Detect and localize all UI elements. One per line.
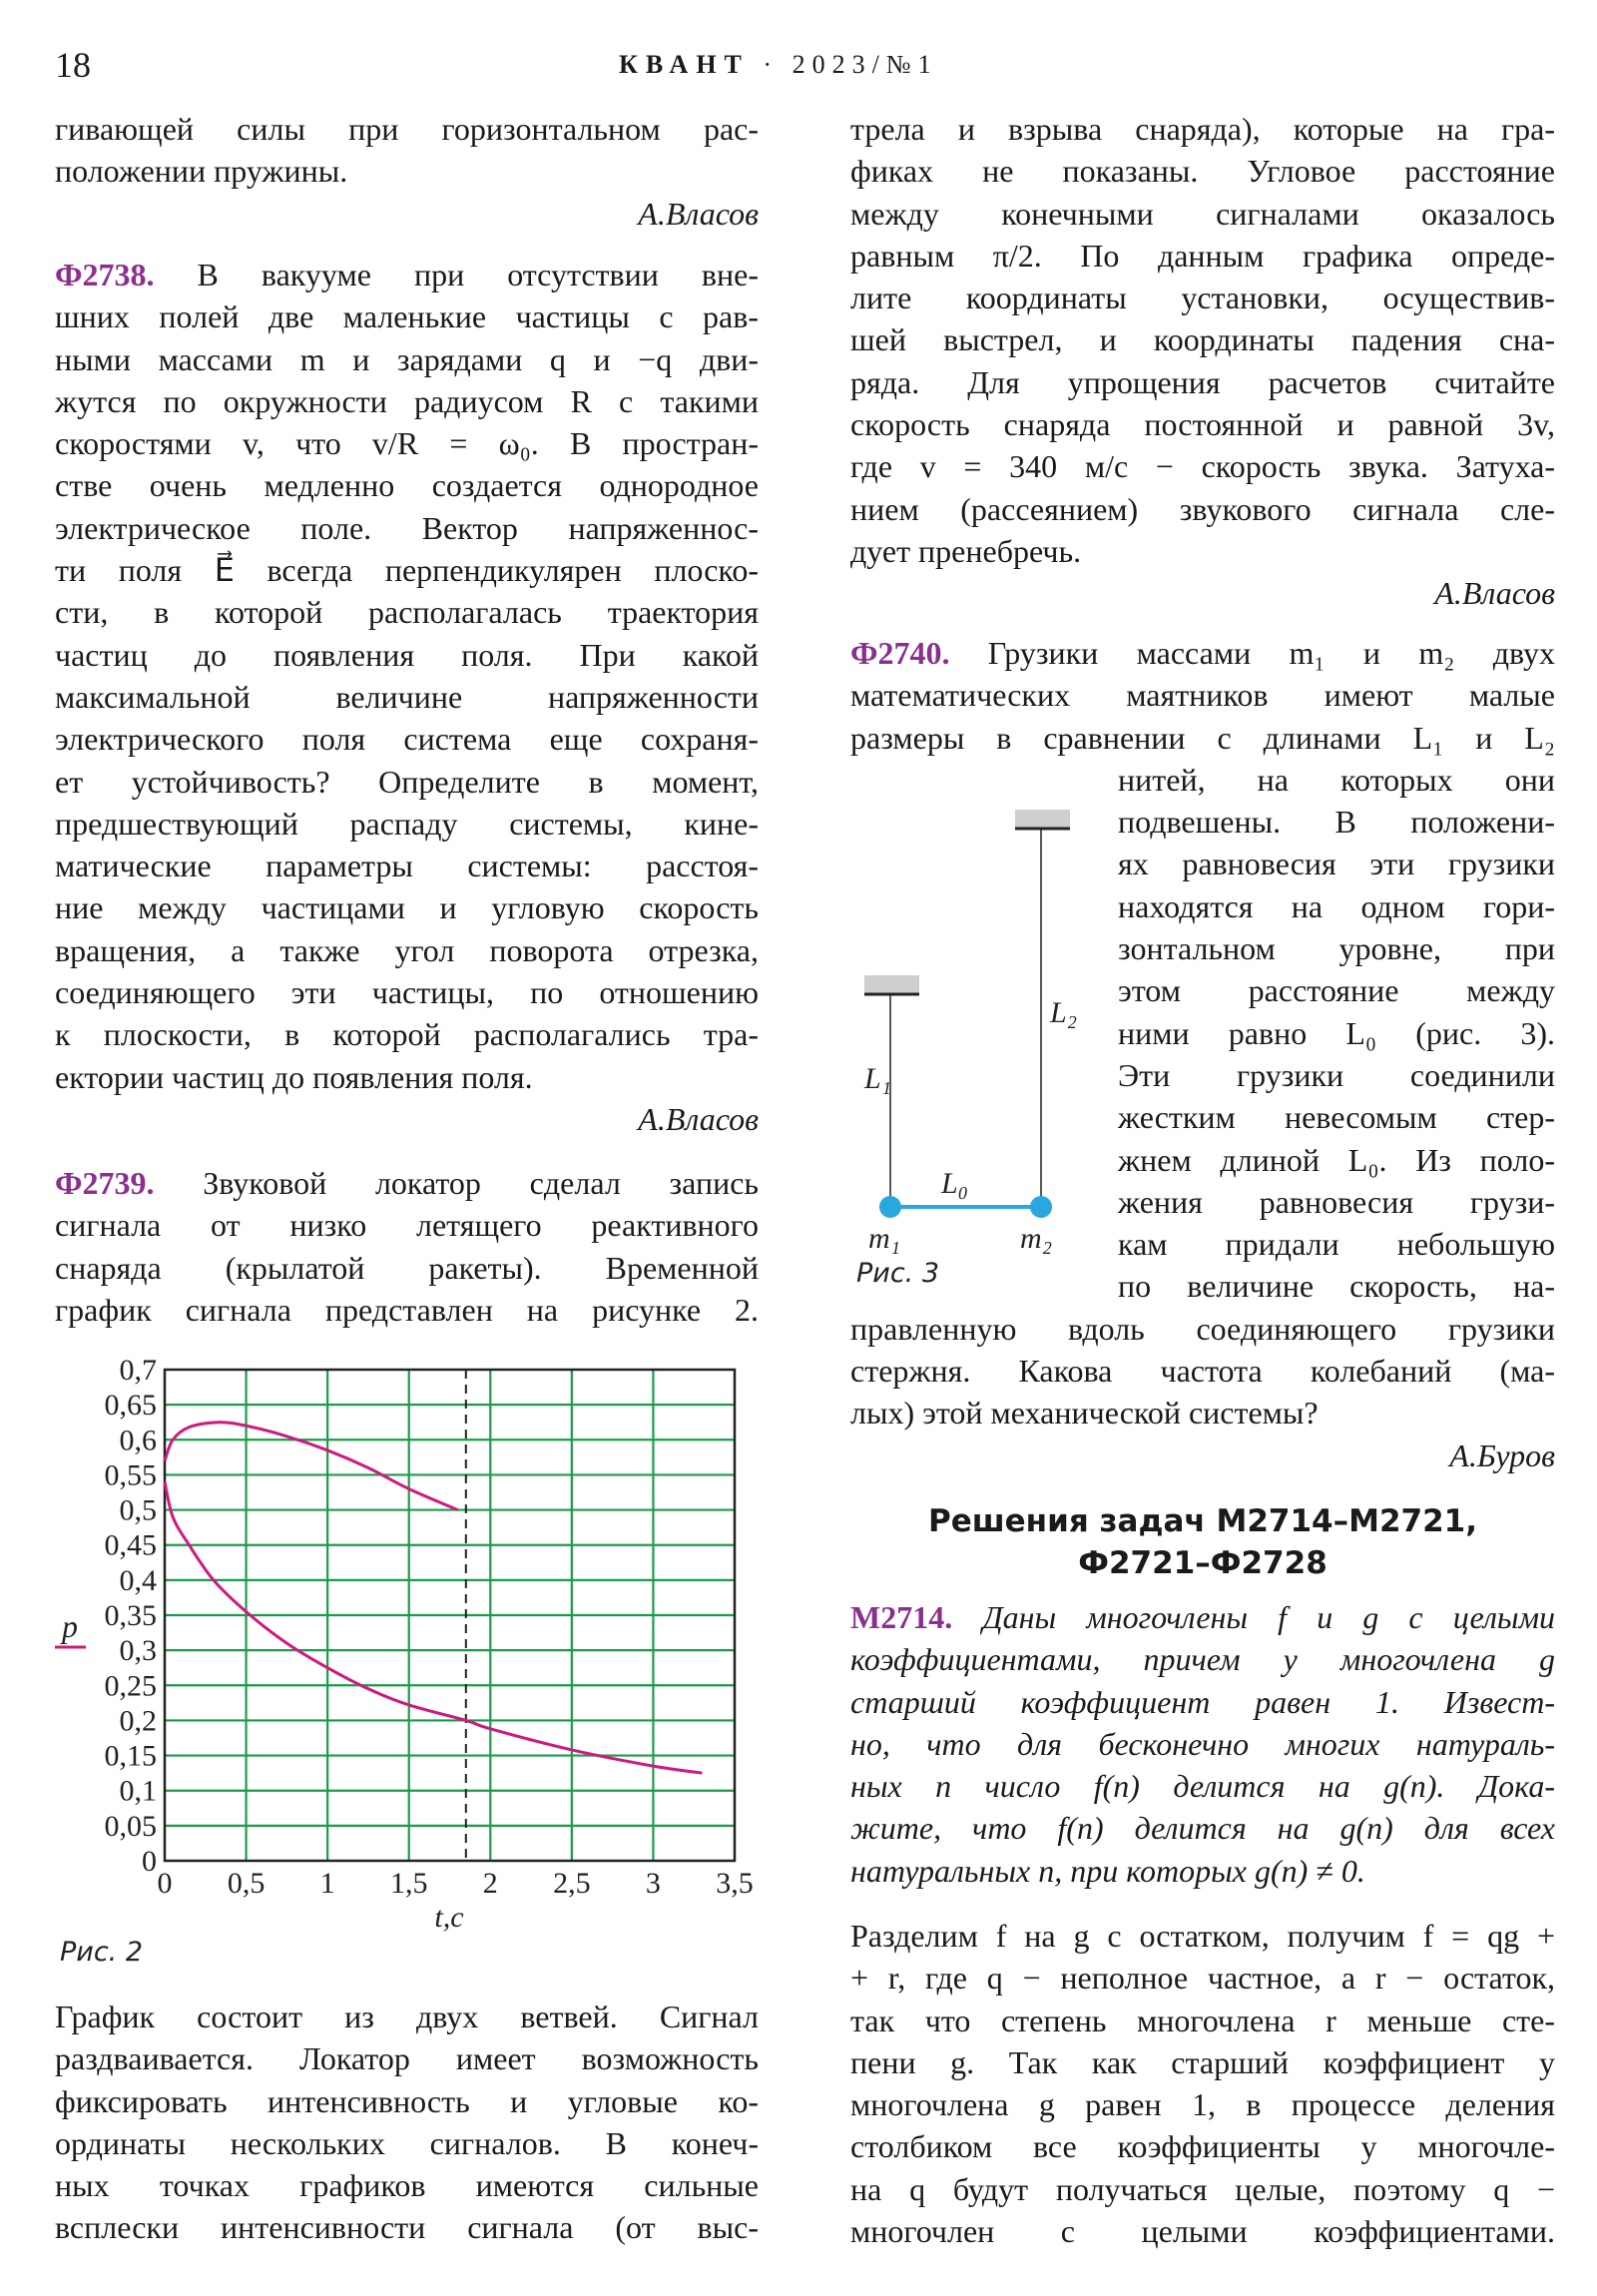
text-line: ти поля E⃗ всегда перпендикулярен плоско- — [55, 552, 759, 589]
text-line: стве очень медленно создается однородное — [55, 467, 759, 504]
text-line: но, что для бесконечно многих натураль- — [850, 1725, 1555, 1762]
text-line: на q будут получаться целые, поэтому q − — [850, 2170, 1555, 2207]
y-tick-label: 0,4 — [119, 1563, 157, 1597]
running-header — [619, 50, 938, 80]
text-line: всплески интенсивности сигнала (от выс- — [55, 2209, 759, 2246]
text-line: многочлен с целыми коэффициентами. — [850, 2213, 1555, 2250]
y-tick-label: 0,45 — [104, 1528, 157, 1562]
text-line: матические параметры системы: расстоя- — [55, 848, 759, 884]
text-line: электрическое поле. Вектор напряженнос- — [55, 509, 759, 546]
text-line — [55, 254, 759, 295]
text-line: жутся по окружности радиусом R с такими — [55, 382, 759, 419]
solutions-heading-line1: Решения задач М2714–М2721, — [927, 1503, 1478, 1539]
label-m2: m₂ — [1020, 1222, 1053, 1255]
text-line: столбиком все коэффициенты у многочле- — [850, 2128, 1555, 2165]
left-support — [864, 975, 919, 993]
label-l1: L₁ — [864, 1062, 892, 1095]
text-line: ет устойчивость? Определите в момент, — [55, 763, 759, 800]
y-tick-label: 0,3 — [119, 1634, 157, 1668]
text-line: где v = 340 м/с − скорость звука. Затуха- — [850, 448, 1555, 485]
y-tick-label: 0,25 — [104, 1669, 157, 1703]
text-line: скорость снаряда постоянной и равной 3v, — [850, 406, 1555, 443]
text-line: жите, что f(n) делится на g(n) для всех — [850, 1810, 1555, 1847]
problem-text: В вакууме при отсутствии вне- — [154, 257, 759, 292]
solutions-heading — [850, 1500, 1555, 1584]
text-line: жнем длиной L₀. Из поло- — [1118, 1141, 1555, 1178]
problem-label: Ф2739. — [55, 1165, 155, 1201]
text-line: снаряда (крылатой ракеты). Временной — [55, 1249, 759, 1286]
solutions-heading-line2: Ф2721–Ф2728 — [1078, 1545, 1328, 1581]
x-tick-label: 2,5 — [553, 1867, 591, 1900]
text-line — [850, 1596, 1555, 1638]
problem-text: Даны многочлены f и g с целыми — [952, 1599, 1555, 1635]
text-line: электрического поля система еще сохраня- — [55, 721, 759, 758]
text-line: коэффициентами, причем у многочлена g — [850, 1641, 1555, 1678]
text-line: жестким невесомым стер- — [1118, 1099, 1555, 1136]
problem-f2739 — [55, 1162, 759, 1331]
y-tick-label: 0,6 — [119, 1424, 157, 1457]
text-line: правленную вдоль соединяющего грузики — [850, 1310, 1555, 1347]
text-line: положении пружины. — [55, 153, 348, 190]
text-line: вращения, а также угол поворота отрезка, — [55, 931, 759, 968]
text-line: График состоит из двух ветвей. Сигнал — [55, 1999, 759, 2034]
text-line: жения равновесия грузи- — [1118, 1183, 1555, 1220]
problem-label: М2714. — [850, 1599, 953, 1635]
text-line: зонтальном уровне, при — [1118, 930, 1555, 967]
series-upper-branch — [165, 1423, 458, 1510]
text-line: между конечными сигналами оказалось — [850, 195, 1555, 232]
label-l0: L₀ — [941, 1167, 969, 1200]
y-tick-label: 0 — [142, 1845, 157, 1878]
header-separator: · — [763, 50, 780, 79]
text-line: этом расстояние между — [1118, 972, 1555, 1009]
text-line: математических маятников имеют малые — [850, 677, 1555, 714]
text-line: ними равно L₀ (рис. 3). — [1118, 1014, 1555, 1051]
figure-3-pendulums — [838, 789, 1118, 1308]
text-line: сигнала от низко летящего реактивного — [55, 1207, 759, 1244]
text-line: частиц до появления поля. При какой — [55, 636, 759, 673]
text-line: максимальной величине напряженности — [55, 678, 759, 715]
y-tick-label: 0,5 — [119, 1493, 157, 1527]
x-axis-label: t,c — [434, 1901, 464, 1934]
problem-text: Грузики массами m₁ и m₂ двух — [949, 635, 1555, 671]
text-line: соединяющего эти частицы, по отношению — [55, 974, 759, 1011]
text-line: + r, где q − неполное частное, а r − остаток, — [850, 1960, 1555, 1997]
problem-label: Ф2740. — [850, 635, 950, 671]
page-number: 18 — [55, 45, 91, 85]
text-line: стержня. Какова частота колебаний (ма- — [850, 1353, 1555, 1390]
text-line: шних полей две маленькие частицы с рав- — [55, 298, 759, 335]
text-line: лых) этой механической системы? — [850, 1395, 1319, 1432]
text-line: шей выстрел, и координаты падения сна- — [850, 321, 1555, 358]
text-line: старший коэффициент равен 1. Извест- — [850, 1683, 1555, 1720]
text-line: ях равновесия эти грузики — [1118, 846, 1555, 882]
continued-paragraph — [55, 108, 759, 235]
problem-f2739-end — [850, 108, 1555, 615]
x-tick-label: 0,5 — [227, 1867, 266, 1900]
journal-title: КВАНТ — [619, 50, 750, 79]
text-line: по величине скорость, на- — [1118, 1268, 1555, 1305]
text-line — [850, 632, 1555, 674]
author: А.Власов — [638, 1100, 759, 1137]
text-line: кам придали небольшую — [1118, 1226, 1555, 1263]
problem-f2739-continued — [55, 1996, 759, 2249]
figure-3-caption: Рис. 3 — [856, 1258, 940, 1289]
problem-label: Ф2738. — [55, 257, 155, 292]
text-line: к плоскости, в которой располагались тра- — [55, 1016, 759, 1053]
text-line: нитей, на которых они — [1118, 761, 1555, 798]
text-line: размеры в сравнении с длинами L₁ и L₂ — [850, 719, 1555, 756]
author: А.Буров — [1449, 1436, 1555, 1473]
author: А.Власов — [638, 195, 759, 232]
text-line: ными массами m и зарядами q и −q дви- — [55, 340, 759, 377]
x-tick-label: 1 — [319, 1867, 335, 1900]
text-line — [55, 1162, 759, 1204]
text-line: Разделим f на g с остатком, получим f = qg + — [850, 1918, 1555, 1954]
x-tick-label: 3,5 — [716, 1867, 754, 1900]
text-line: пени g. Так как старший коэффициент у — [850, 2043, 1555, 2080]
text-line: сти, в которой располагалась траектория — [55, 594, 759, 631]
y-tick-label: 0,2 — [119, 1704, 157, 1738]
problem-text: Звуковой локатор сделал запись — [154, 1165, 759, 1201]
text-line: ряда. Для упрощения расчетов считайте — [850, 363, 1555, 400]
text-line: многочлена g равен 1, в процессе деления — [850, 2086, 1555, 2123]
y-tick-label: 0,15 — [104, 1739, 157, 1773]
text-line: гивающей силы при горизонтальном рас- — [55, 111, 759, 147]
text-line: скоростями v, что v/R = ω₀. В простран- — [55, 425, 759, 462]
issue-number: 2023/№1 — [792, 50, 938, 79]
y-tick-label: 0,7 — [119, 1354, 157, 1387]
author: А.Власов — [1434, 575, 1555, 612]
text-line: Эти грузики соединили — [1118, 1056, 1555, 1093]
x-tick-label: 0 — [157, 1867, 173, 1900]
text-line: равным π/2. По данным графика опреде- — [850, 237, 1555, 274]
mass-m2-ball — [1030, 1196, 1052, 1218]
y-tick-label: 0,35 — [104, 1599, 157, 1632]
x-tick-label: 2 — [482, 1867, 498, 1900]
text-line: ных точках графиков имеются сильные — [55, 2167, 759, 2204]
mass-m1-ball — [879, 1196, 901, 1218]
text-line: ординаты нескольких сигналов. В конеч- — [55, 2124, 759, 2161]
text-line: находятся на одном гори- — [1118, 887, 1555, 924]
x-tick-label: 3 — [645, 1867, 661, 1900]
text-line: дует пренебречь. — [850, 532, 1082, 569]
right-support — [1015, 810, 1070, 828]
label-l2: L₂ — [1050, 996, 1078, 1029]
text-line: так что степень многочлена r меньше сте- — [850, 2002, 1555, 2038]
text-line: трела и взрыва снаряда), которые на гра- — [850, 111, 1555, 147]
text-line: график сигнала представлен на рисунке 2. — [55, 1291, 759, 1328]
y-tick-label: 0,55 — [104, 1458, 157, 1492]
text-line: ных n число f(n) делится на g(n). Дока- — [850, 1768, 1555, 1805]
text-line: нием (рассеянием) звукового сигнала сле- — [850, 490, 1555, 527]
text-line: лите координаты установки, осуществив- — [850, 280, 1555, 316]
y-tick-label: 0,1 — [119, 1774, 157, 1808]
x-tick-label: 1,5 — [389, 1867, 428, 1900]
solution-m2714 — [850, 1915, 1555, 2252]
problem-f2738 — [55, 254, 759, 1140]
figure-2-chart — [0, 1338, 798, 1957]
text-line: ние между частицами и угловую скорость — [55, 889, 759, 926]
text-line: предшествующий распаду системы, кине- — [55, 805, 759, 842]
text-line: подвешены. В положени- — [1118, 804, 1555, 841]
figure-2-caption: Рис. 2 — [60, 1937, 144, 1968]
text-line: фиках не показаны. Угловое расстояние — [850, 153, 1555, 190]
y-tick-label: 0,65 — [104, 1389, 157, 1423]
text-line: фиксировать интенсивность и угловые ко- — [55, 2082, 759, 2119]
text-line: ектории частиц до появления поля. — [55, 1058, 533, 1095]
text-line: раздваивается. Локатор имеет возможность — [55, 2040, 759, 2077]
y-axis-label: p — [62, 1608, 78, 1644]
problem-m2714 — [850, 1596, 1555, 1892]
label-m1: m₁ — [868, 1222, 901, 1255]
y-tick-label: 0,05 — [104, 1809, 157, 1843]
text-line: натуральных n, при которых g(n) ≠ 0. — [850, 1852, 1365, 1889]
